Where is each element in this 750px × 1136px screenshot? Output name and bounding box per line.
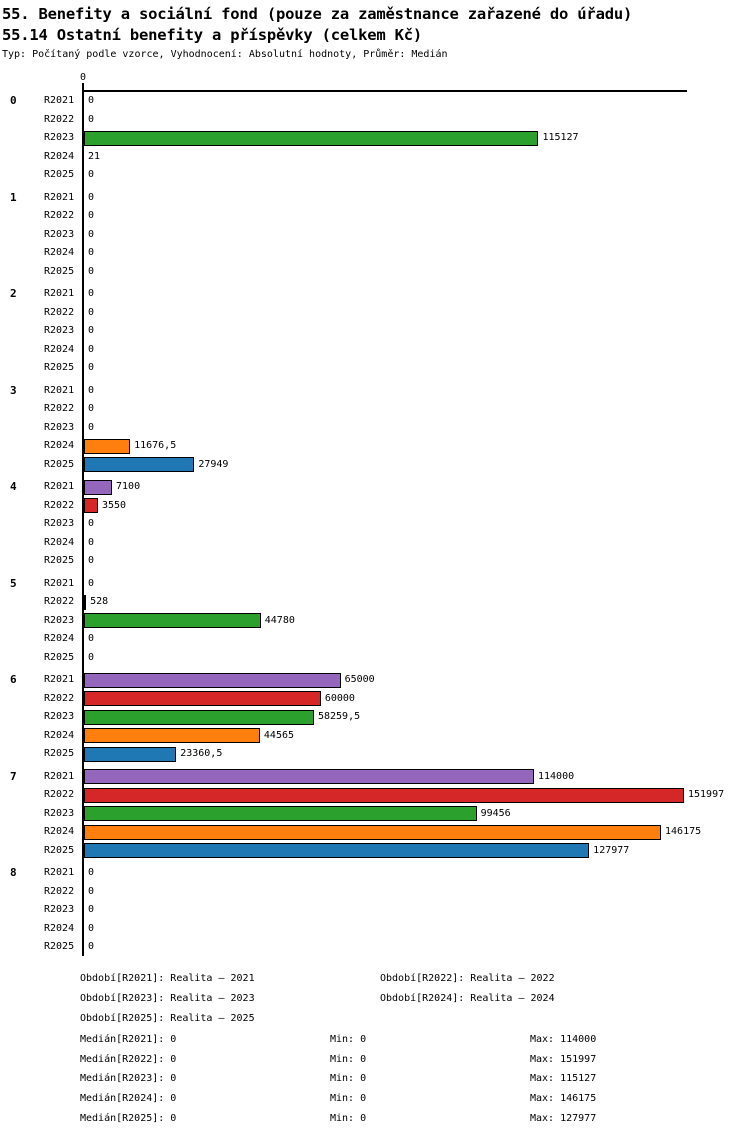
value-bar bbox=[84, 673, 341, 688]
stats-row bbox=[80, 1030, 596, 1050]
bar-row bbox=[0, 708, 750, 727]
bar-row bbox=[0, 437, 750, 456]
value-label: 21 bbox=[88, 150, 101, 162]
chart-group-0 bbox=[0, 92, 750, 185]
series-label: R2022 bbox=[44, 403, 75, 414]
stats-row bbox=[80, 1050, 596, 1070]
bar-row bbox=[0, 226, 750, 245]
bar-row bbox=[0, 244, 750, 263]
value-bar bbox=[84, 788, 684, 803]
value-label: 0 bbox=[88, 421, 95, 433]
value-label: 0 bbox=[88, 113, 95, 125]
stats-row bbox=[80, 1069, 596, 1089]
value-label: 0 bbox=[88, 265, 95, 277]
group-label: 6 bbox=[10, 673, 17, 686]
bar-row bbox=[0, 593, 750, 612]
value-bar bbox=[84, 843, 589, 858]
value-label: 0 bbox=[88, 306, 95, 318]
value-label: 0 bbox=[88, 228, 95, 240]
stats-row bbox=[80, 1089, 596, 1109]
value-label: 0 bbox=[88, 904, 95, 915]
series-label: R2022 bbox=[44, 499, 75, 511]
series-label: R2022 bbox=[44, 885, 75, 897]
value-bar bbox=[84, 825, 661, 840]
group-label: 1 bbox=[10, 190, 17, 204]
series-label: R2023 bbox=[44, 228, 75, 240]
series-label: R2021 bbox=[44, 770, 75, 782]
series-label: R2024 bbox=[44, 536, 75, 548]
value-label: 114000 bbox=[538, 770, 575, 782]
bar-row bbox=[0, 341, 750, 360]
series-label: R2025 bbox=[44, 265, 75, 277]
series-label: R2022 bbox=[44, 789, 75, 800]
bar-row bbox=[0, 842, 750, 861]
chart-group-6 bbox=[0, 671, 750, 764]
bar-row bbox=[0, 129, 750, 148]
median-value: Medián[R2024]: 0 bbox=[80, 1093, 177, 1105]
value-label: 0 bbox=[88, 555, 95, 566]
value-label: 60000 bbox=[324, 692, 355, 704]
median-value: Medián[R2023]: 0 bbox=[80, 1073, 177, 1085]
bar-row bbox=[0, 786, 750, 805]
legend-entry: Období[R2022]: Realita – 2022 bbox=[380, 973, 555, 984]
legend-row bbox=[80, 989, 555, 1009]
value-bar bbox=[84, 131, 538, 146]
median-value: Medián[R2025]: 0 bbox=[80, 1112, 177, 1124]
series-label: R2021 bbox=[44, 577, 75, 589]
chart-title-line2: 55.14 Ostatní benefity a příspěvky (celkem Kč) bbox=[2, 26, 423, 44]
value-bar bbox=[84, 498, 98, 513]
bar-row bbox=[0, 575, 750, 594]
value-label: 11676,5 bbox=[134, 440, 177, 451]
value-label: 0 bbox=[88, 95, 95, 106]
stats-row bbox=[80, 1109, 596, 1129]
series-label: R2021 bbox=[44, 95, 75, 106]
min-value: Min: 0 bbox=[330, 1093, 367, 1105]
max-value: Max: 146175 bbox=[530, 1093, 597, 1105]
value-bar bbox=[84, 613, 261, 628]
summary-stats bbox=[80, 1030, 596, 1128]
group-label: 8 bbox=[10, 866, 17, 879]
bar-row bbox=[0, 92, 750, 111]
value-label: 27949 bbox=[198, 458, 229, 470]
min-value: Min: 0 bbox=[330, 1034, 367, 1045]
bar-row bbox=[0, 382, 750, 401]
series-label: R2024 bbox=[44, 440, 75, 451]
value-label: 0 bbox=[88, 867, 95, 878]
series-label: R2023 bbox=[44, 711, 75, 722]
value-label: 0 bbox=[88, 343, 95, 355]
legend-entry: Období[R2024]: Realita – 2024 bbox=[380, 993, 555, 1004]
value-label: 58259,5 bbox=[317, 711, 361, 722]
value-label: 0 bbox=[88, 536, 95, 548]
min-value: Min: 0 bbox=[330, 1073, 367, 1085]
value-label: 65000 bbox=[344, 674, 375, 685]
series-label: R2024 bbox=[44, 922, 75, 934]
series-label: R2025 bbox=[44, 844, 75, 856]
chart-group-2 bbox=[0, 285, 750, 378]
group-label: 4 bbox=[10, 480, 17, 493]
value-label: 528 bbox=[90, 596, 109, 607]
value-label: 0 bbox=[88, 885, 95, 897]
bar-row bbox=[0, 148, 750, 167]
value-label: 23360,5 bbox=[180, 748, 223, 759]
series-label: R2022 bbox=[44, 113, 75, 125]
legend-entry: Období[R2023]: Realita – 2023 bbox=[80, 993, 255, 1004]
bar-row bbox=[0, 497, 750, 516]
value-label: 0 bbox=[88, 577, 95, 589]
value-label: 0 bbox=[88, 403, 95, 414]
value-bar bbox=[84, 769, 534, 784]
value-label: 146175 bbox=[665, 826, 702, 837]
max-value: Max: 115127 bbox=[530, 1073, 597, 1085]
series-label: R2021 bbox=[44, 384, 75, 396]
group-label: 2 bbox=[10, 287, 17, 300]
value-label: 0 bbox=[88, 518, 95, 529]
series-label: R2025 bbox=[44, 169, 75, 180]
series-label: R2021 bbox=[44, 191, 75, 203]
chart-group-7 bbox=[0, 768, 750, 861]
value-label: 0 bbox=[88, 362, 95, 373]
group-label: 7 bbox=[10, 769, 17, 783]
bar-row bbox=[0, 938, 750, 957]
series-label: R2025 bbox=[44, 651, 75, 663]
max-value: Max: 127977 bbox=[530, 1112, 597, 1124]
value-bar bbox=[84, 457, 194, 472]
series-label: R2025 bbox=[44, 362, 75, 373]
bar-row bbox=[0, 805, 750, 824]
value-label: 0 bbox=[88, 210, 95, 221]
bar-row bbox=[0, 263, 750, 282]
value-label: 0 bbox=[88, 325, 95, 336]
bar-row bbox=[0, 166, 750, 185]
series-label: R2022 bbox=[44, 692, 75, 704]
legend-row bbox=[80, 969, 555, 989]
bar-row bbox=[0, 727, 750, 746]
bar-row bbox=[0, 690, 750, 709]
chart-group-5 bbox=[0, 575, 750, 668]
series-label: R2023 bbox=[44, 325, 75, 336]
series-label: R2024 bbox=[44, 633, 75, 644]
series-label: R2024 bbox=[44, 826, 75, 837]
legend bbox=[80, 969, 555, 1029]
series-label: R2025 bbox=[44, 748, 75, 759]
bar-row bbox=[0, 400, 750, 419]
chart-group-8 bbox=[0, 864, 750, 957]
series-label: R2025 bbox=[44, 941, 75, 952]
value-label: 0 bbox=[88, 384, 95, 396]
bar-row bbox=[0, 671, 750, 690]
series-label: R2021 bbox=[44, 288, 75, 299]
value-label: 0 bbox=[88, 288, 95, 299]
min-value: Min: 0 bbox=[330, 1112, 367, 1124]
bar-row bbox=[0, 111, 750, 130]
series-label: R2021 bbox=[44, 867, 75, 878]
value-label: 0 bbox=[88, 191, 95, 203]
value-label: 44565 bbox=[263, 729, 295, 741]
bar-row bbox=[0, 823, 750, 842]
series-label: R2025 bbox=[44, 555, 75, 566]
median-value: Medián[R2021]: 0 bbox=[80, 1034, 177, 1045]
value-label: 0 bbox=[88, 633, 95, 644]
group-label: 3 bbox=[10, 383, 17, 397]
bar-row bbox=[0, 883, 750, 902]
value-bar bbox=[84, 747, 176, 762]
value-label: 0 bbox=[88, 169, 95, 180]
bar-row bbox=[0, 359, 750, 378]
bar-row bbox=[0, 285, 750, 304]
min-value: Min: 0 bbox=[330, 1053, 367, 1065]
bar-row bbox=[0, 478, 750, 497]
bar-row bbox=[0, 304, 750, 323]
chart-meta-line: Typ: Počítaný podle vzorce, Vyhodnocení: Absolutní hodnoty, Průměr: Medián bbox=[2, 49, 448, 60]
bar-row bbox=[0, 768, 750, 787]
max-value: Max: 151997 bbox=[530, 1053, 597, 1065]
series-label: R2023 bbox=[44, 421, 75, 433]
series-label: R2021 bbox=[44, 674, 75, 685]
series-label: R2023 bbox=[44, 807, 75, 819]
max-value: Max: 114000 bbox=[530, 1034, 597, 1045]
bar-row bbox=[0, 745, 750, 764]
chart-group-1 bbox=[0, 189, 750, 282]
bar-row bbox=[0, 612, 750, 631]
bar-row bbox=[0, 920, 750, 939]
value-label: 151997 bbox=[688, 789, 725, 800]
series-label: R2024 bbox=[44, 247, 75, 258]
series-label: R2023 bbox=[44, 614, 75, 626]
series-label: R2024 bbox=[44, 343, 75, 355]
bar-row bbox=[0, 189, 750, 208]
bar-row bbox=[0, 515, 750, 534]
value-label: 44780 bbox=[264, 614, 295, 626]
value-label: 3550 bbox=[102, 499, 127, 511]
value-bar bbox=[84, 691, 321, 706]
series-label: R2024 bbox=[44, 150, 75, 162]
value-bar bbox=[84, 595, 86, 610]
value-label: 99456 bbox=[480, 807, 511, 819]
chart-title-line1: 55. Benefity a sociální fond (pouze za zaměstnance zařazené do úřadu) bbox=[2, 5, 633, 23]
series-label: R2022 bbox=[44, 306, 75, 318]
value-bar bbox=[84, 806, 477, 821]
median-value: Medián[R2022]: 0 bbox=[80, 1053, 177, 1065]
series-label: R2022 bbox=[44, 596, 75, 607]
chart-group-4 bbox=[0, 478, 750, 571]
value-bar bbox=[84, 710, 314, 725]
value-bar bbox=[84, 439, 130, 454]
bar-row bbox=[0, 552, 750, 571]
bar-row bbox=[0, 534, 750, 553]
value-label: 7100 bbox=[116, 481, 141, 492]
value-label: 0 bbox=[88, 247, 95, 258]
legend-entry: Období[R2021]: Realita – 2021 bbox=[80, 973, 255, 984]
series-label: R2021 bbox=[44, 481, 75, 492]
bar-row bbox=[0, 456, 750, 475]
bar-row bbox=[0, 630, 750, 649]
x-axis-zero-tick-label: 0 bbox=[79, 72, 87, 83]
chart-group-3 bbox=[0, 382, 750, 475]
value-label: 0 bbox=[88, 941, 95, 952]
bar-row bbox=[0, 419, 750, 438]
value-bar bbox=[84, 728, 260, 743]
series-label: R2023 bbox=[44, 518, 75, 529]
group-label: 5 bbox=[10, 576, 17, 590]
legend-entry: Období[R2025]: Realita – 2025 bbox=[80, 1013, 255, 1024]
series-label: R2022 bbox=[44, 210, 75, 221]
series-label: R2023 bbox=[44, 904, 75, 915]
bar-row bbox=[0, 322, 750, 341]
value-label: 115127 bbox=[542, 132, 579, 143]
bar-row bbox=[0, 207, 750, 226]
series-label: R2023 bbox=[44, 132, 75, 143]
value-bar bbox=[84, 480, 112, 495]
bar-row bbox=[0, 901, 750, 920]
bar-row bbox=[0, 864, 750, 883]
legend-row bbox=[80, 1009, 555, 1029]
group-label: 0 bbox=[10, 94, 17, 107]
value-label: 127977 bbox=[593, 844, 630, 856]
series-label: R2024 bbox=[44, 729, 75, 741]
value-label: 0 bbox=[88, 651, 95, 663]
series-label: R2025 bbox=[44, 458, 75, 470]
chart-rows bbox=[0, 92, 750, 961]
bar-row bbox=[0, 649, 750, 668]
value-label: 0 bbox=[88, 922, 95, 934]
